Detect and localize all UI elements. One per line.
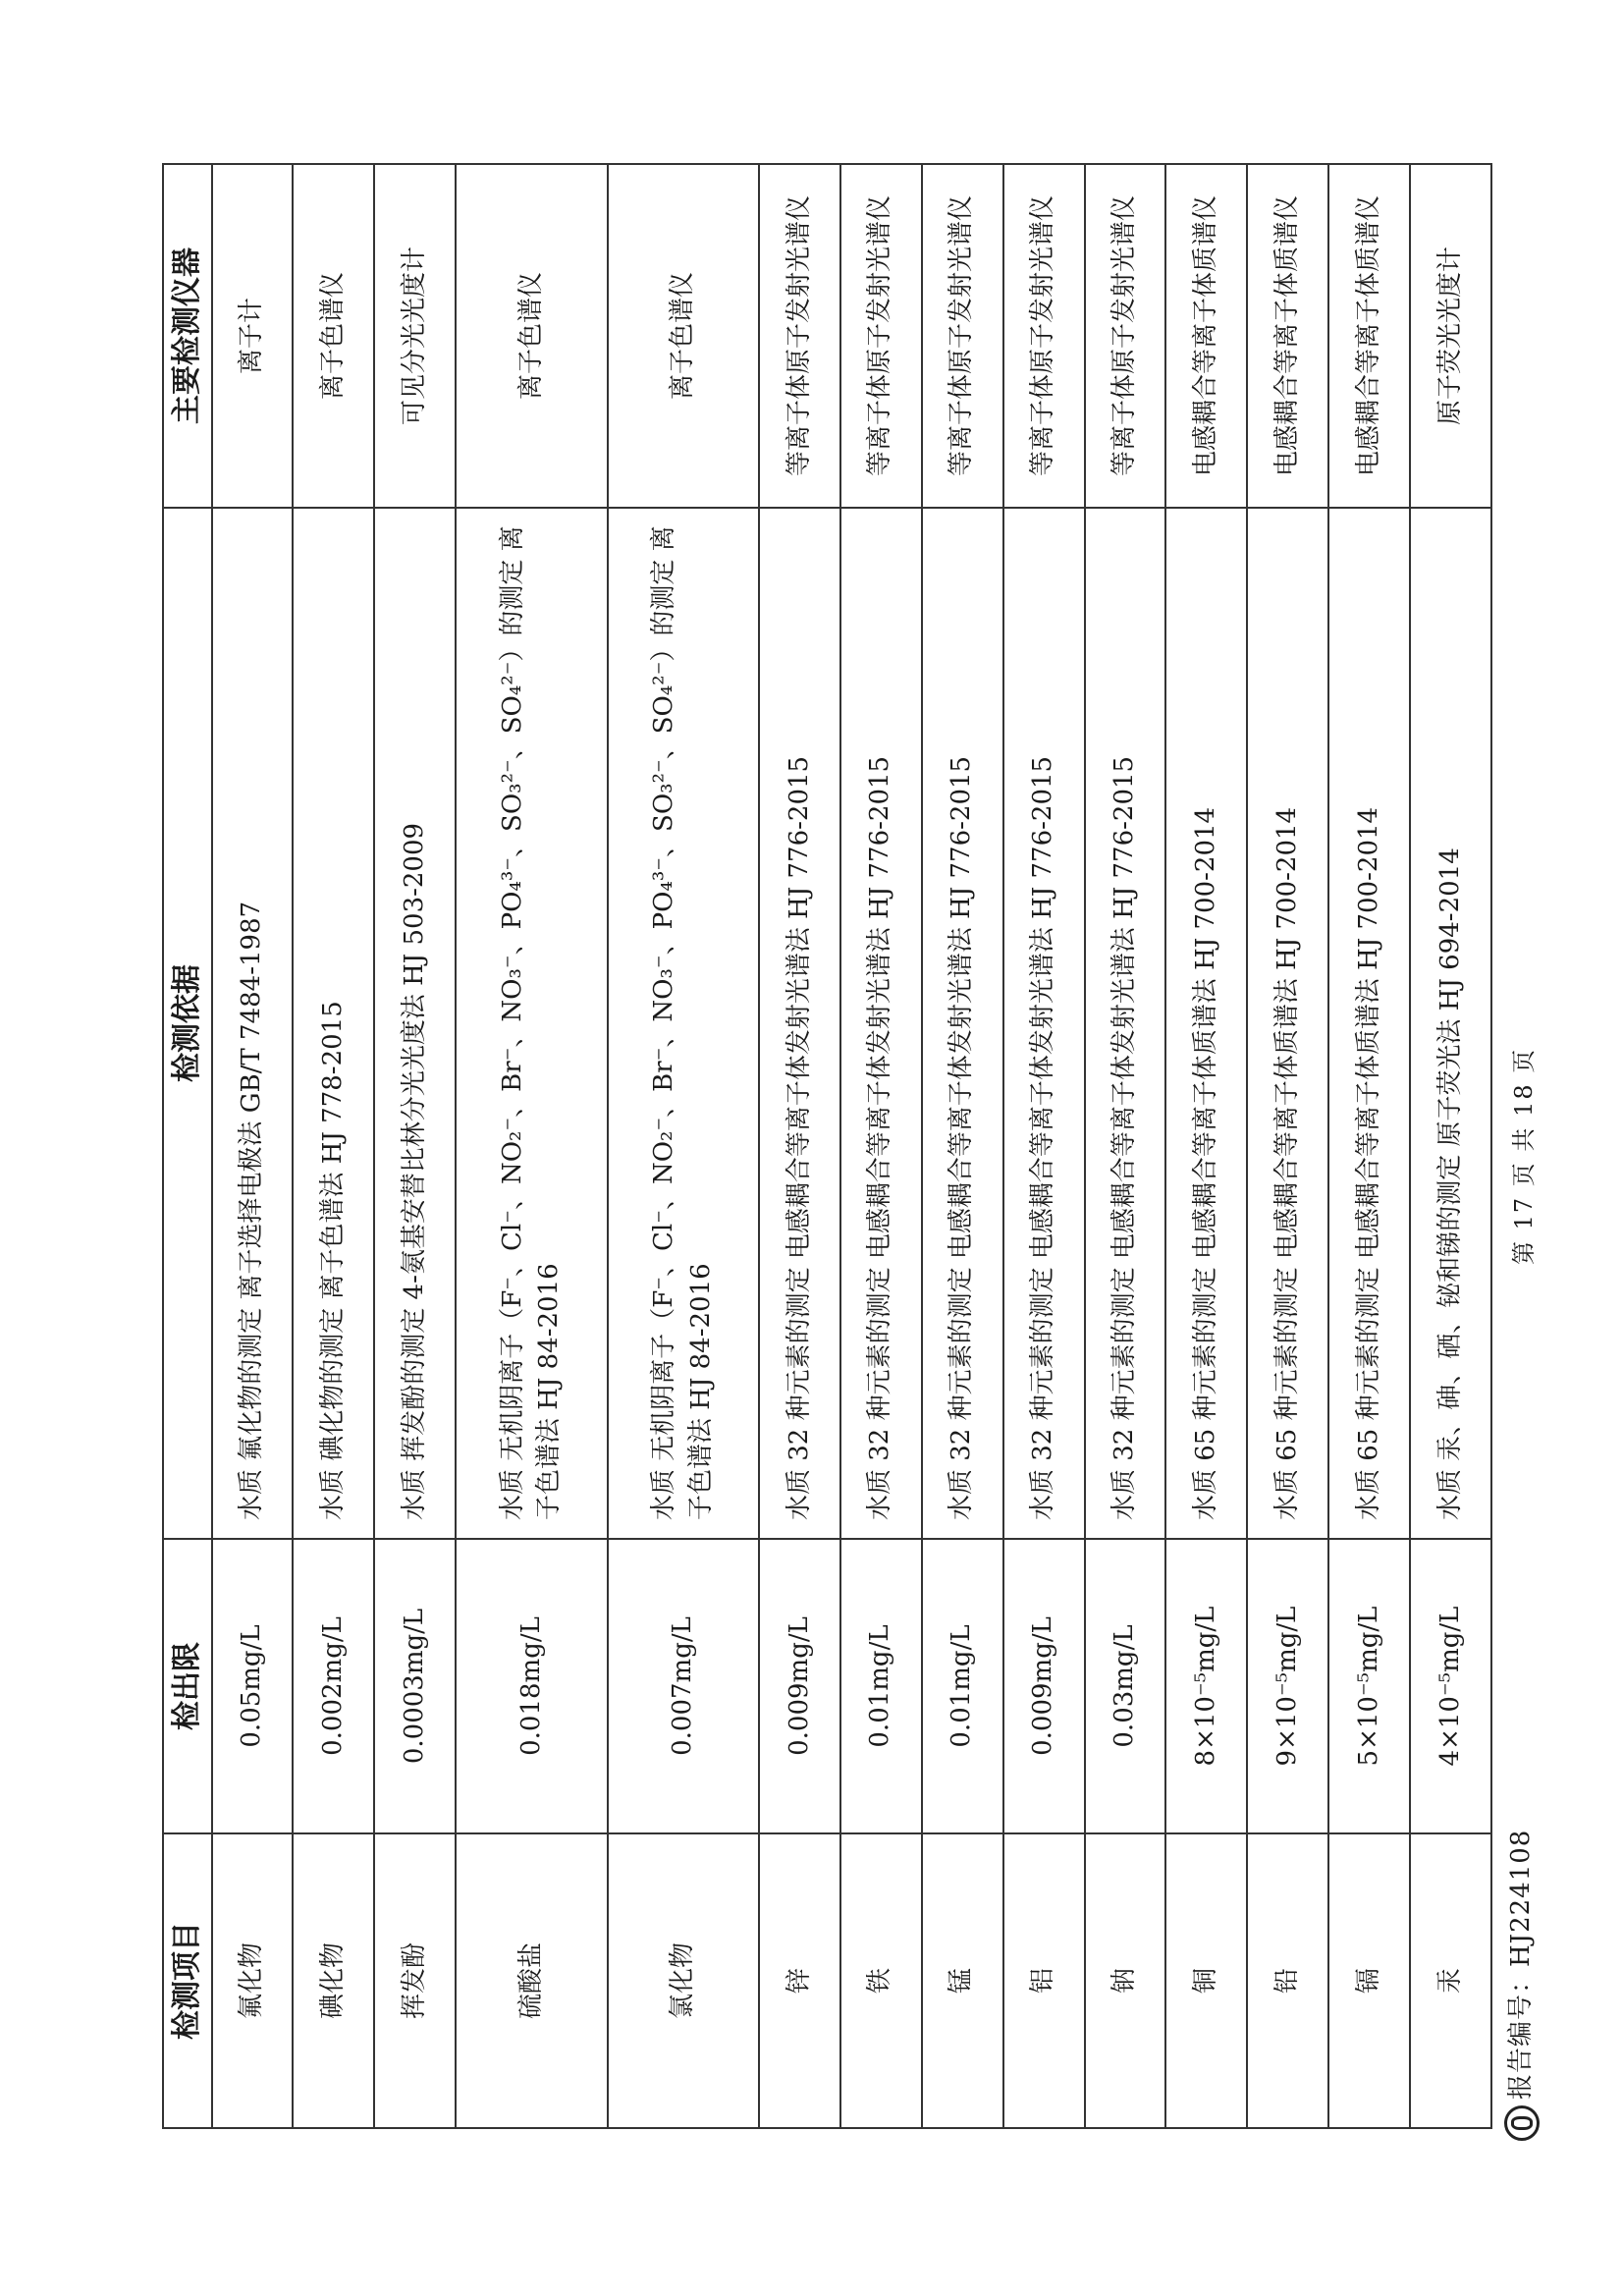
cell-basis: 水质 氟化物的测定 离子选择电极法 GB/T 7484-1987: [212, 508, 294, 1539]
cell-basis: 水质 32 种元素的测定 电感耦合等离子体发射光谱法 HJ 776-2015: [1085, 508, 1166, 1539]
cell-instrument: 等离子体原子发射光谱仪: [840, 164, 922, 508]
table-row: [1165, 164, 1247, 2128]
cell-basis: 水质 65 种元素的测定 电感耦合等离子体质谱法 HJ 700-2014: [1165, 508, 1247, 1539]
cell-basis: 水质 32 种元素的测定 电感耦合等离子体发射光谱法 HJ 776-2015: [922, 508, 1003, 1539]
cell-item: 钠: [1085, 1833, 1166, 2128]
table-row: [840, 164, 922, 2128]
table-row: [1085, 164, 1166, 2128]
cell-instrument: 原子荧光光度计: [1410, 164, 1491, 508]
cell-limit: 0.01mg/L: [922, 1539, 1003, 1833]
table-row: [1003, 164, 1085, 2128]
cell-instrument: 离子计: [212, 164, 294, 508]
cell-instrument: 等离子体原子发射光谱仪: [759, 164, 840, 508]
table-row: [1410, 164, 1491, 2128]
cell-item: 氟化物: [212, 1833, 294, 2128]
cell-limit: 0.009mg/L: [759, 1539, 840, 1833]
cell-limit: 0.009mg/L: [1003, 1539, 1085, 1833]
cell-limit: 4×10⁻⁵mg/L: [1410, 1539, 1491, 1833]
cell-item: 锰: [922, 1833, 1003, 2128]
cell-instrument: 离子色谱仪: [293, 164, 374, 508]
col-header-basis: 检测依据: [163, 508, 212, 1539]
cell-item: 锌: [759, 1833, 840, 2128]
cell-instrument: 离子色谱仪: [608, 164, 759, 508]
table-header-row: [163, 164, 212, 2128]
cell-item: 铜: [1165, 1833, 1247, 2128]
cell-item: 氯化物: [608, 1833, 759, 2128]
cell-instrument: 等离子体原子发射光谱仪: [922, 164, 1003, 508]
cell-limit: 0.03mg/L: [1085, 1539, 1166, 1833]
cell-limit: 0.007mg/L: [608, 1539, 759, 1833]
cell-item: 挥发酚: [374, 1833, 456, 2128]
company-logo-icon: [1504, 2105, 1540, 2141]
table-row: [374, 164, 456, 2128]
cell-instrument: 电感耦合等离子体质谱仪: [1165, 164, 1247, 508]
cell-item: 硫酸盐: [456, 1833, 607, 2128]
cell-instrument: 等离子体原子发射光谱仪: [1085, 164, 1166, 508]
cell-limit: 0.05mg/L: [212, 1539, 294, 1833]
cell-item: 汞: [1410, 1833, 1491, 2128]
cell-limit: 0.018mg/L: [456, 1539, 607, 1833]
cell-item: 铅: [1247, 1833, 1328, 2128]
table-row: [212, 164, 294, 2128]
cell-limit: 8×10⁻⁵mg/L: [1165, 1539, 1247, 1833]
cell-item: 碘化物: [293, 1833, 374, 2128]
table-row: [293, 164, 374, 2128]
cell-instrument: 等离子体原子发射光谱仪: [1003, 164, 1085, 508]
report-number: [1500, 1830, 1540, 2141]
cell-item: 铁: [840, 1833, 922, 2128]
table-row: [1247, 164, 1328, 2128]
cell-instrument: 电感耦合等离子体质谱仪: [1247, 164, 1328, 508]
cell-basis: 水质 65 种元素的测定 电感耦合等离子体质谱法 HJ 700-2014: [1247, 508, 1328, 1539]
cell-basis: 水质 无机阴离子（F⁻、Cl⁻、NO₂⁻、Br⁻、NO₃⁻、PO₄³⁻、SO₃²⁻、SO₄²⁻）的测定 离子色谱法 HJ 84-2016: [456, 508, 607, 1539]
cell-limit: 0.0003mg/L: [374, 1539, 456, 1833]
test-method-table: [162, 163, 1492, 2129]
col-header-limit: 检出限: [163, 1539, 212, 1833]
page-number: 第 17 页 共 18 页: [1510, 1047, 1538, 1265]
cell-basis: 水质 挥发酚的测定 4-氨基安替比林分光光度法 HJ 503-2009: [374, 508, 456, 1539]
table-row: [608, 164, 759, 2128]
table-row: [759, 164, 840, 2128]
cell-instrument: 离子色谱仪: [456, 164, 607, 508]
cell-instrument: 电感耦合等离子体质谱仪: [1328, 164, 1410, 508]
cell-limit: 0.002mg/L: [293, 1539, 374, 1833]
table-row: [922, 164, 1003, 2128]
cell-basis: 水质 无机阴离子（F⁻、Cl⁻、NO₂⁻、Br⁻、NO₃⁻、PO₄³⁻、SO₃²⁻、SO₄²⁻）的测定 离子色谱法 HJ 84-2016: [608, 508, 759, 1539]
cell-limit: 5×10⁻⁵mg/L: [1328, 1539, 1410, 1833]
cell-instrument: 可见分光光度计: [374, 164, 456, 508]
cell-basis: 水质 32 种元素的测定 电感耦合等离子体发射光谱法 HJ 776-2015: [1003, 508, 1085, 1539]
cell-item: 镉: [1328, 1833, 1410, 2128]
cell-basis: 水质 32 种元素的测定 电感耦合等离子体发射光谱法 HJ 776-2015: [840, 508, 922, 1539]
cell-limit: 9×10⁻⁵mg/L: [1247, 1539, 1328, 1833]
col-header-instrument: 主要检测仪器: [163, 164, 212, 508]
col-header-item: 检测项目: [163, 1833, 212, 2128]
cell-basis: 水质 65 种元素的测定 电感耦合等离子体质谱法 HJ 700-2014: [1328, 508, 1410, 1539]
report-number-text: 报告编号：HJ224108: [1506, 1829, 1536, 2100]
cell-basis: 水质 汞、砷、硒、铋和锑的测定 原子荧光法 HJ 694-2014: [1410, 508, 1491, 1539]
table-row: [1328, 164, 1410, 2128]
table-row: [456, 164, 607, 2128]
cell-limit: 0.01mg/L: [840, 1539, 922, 1833]
cell-basis: 水质 32 种元素的测定 电感耦合等离子体发射光谱法 HJ 776-2015: [759, 508, 840, 1539]
table-body: [212, 164, 1492, 2128]
cell-item: 铝: [1003, 1833, 1085, 2128]
cell-basis: 水质 碘化物的测定 离子色谱法 HJ 778-2015: [293, 508, 374, 1539]
